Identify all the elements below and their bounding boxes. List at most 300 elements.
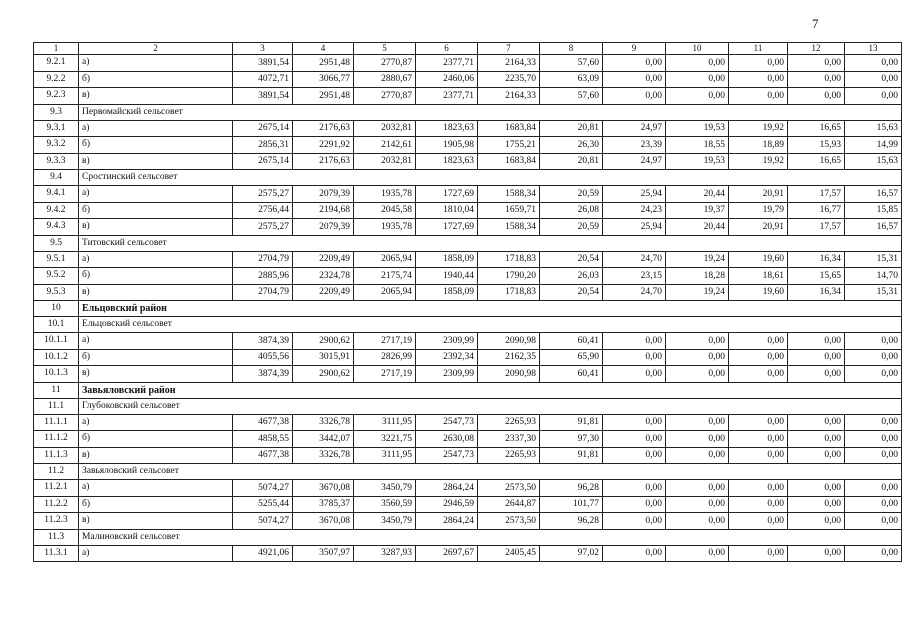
- row-label: б): [79, 431, 233, 448]
- value-cell: 16,65: [788, 153, 845, 170]
- value-cell: 20,91: [729, 219, 788, 236]
- value-cell: 91,81: [540, 414, 603, 431]
- value-cell: 0,00: [729, 88, 788, 105]
- row-label: в): [79, 284, 233, 301]
- value-cell: 2265,93: [478, 447, 540, 464]
- row-code: 9.2.2: [34, 71, 79, 88]
- value-cell: 0,00: [666, 349, 729, 366]
- value-cell: 19,53: [666, 120, 729, 137]
- value-cell: 1940,44: [416, 268, 478, 285]
- value-cell: 2575,27: [233, 219, 293, 236]
- value-cell: 0,00: [845, 88, 902, 105]
- value-cell: 0,00: [729, 333, 788, 350]
- value-cell: 0,00: [666, 513, 729, 530]
- value-cell: 0,00: [603, 333, 666, 350]
- value-cell: 18,61: [729, 268, 788, 285]
- value-cell: 16,57: [845, 186, 902, 203]
- value-cell: 2460,06: [416, 71, 478, 88]
- row-label: а): [79, 414, 233, 431]
- row-code: 9.5.3: [34, 284, 79, 301]
- value-cell: 2079,39: [293, 219, 354, 236]
- value-cell: 23,39: [603, 137, 666, 154]
- value-cell: 3670,08: [293, 480, 354, 497]
- value-cell: 0,00: [666, 480, 729, 497]
- value-cell: 23,15: [603, 268, 666, 285]
- row-label: в): [79, 513, 233, 530]
- section-title: Малиновский сельсовет: [79, 529, 902, 545]
- value-cell: 3874,39: [233, 333, 293, 350]
- value-cell: 2309,99: [416, 366, 478, 383]
- table-row: [34, 480, 902, 497]
- page-number: 7: [812, 16, 819, 31]
- row-code: 11.3.1: [34, 545, 79, 562]
- value-cell: 2900,62: [293, 366, 354, 383]
- value-cell: 2951,48: [293, 55, 354, 72]
- value-cell: 0,00: [845, 366, 902, 383]
- value-cell: 57,60: [540, 55, 603, 72]
- value-cell: 0,00: [666, 496, 729, 513]
- value-cell: 25,94: [603, 186, 666, 203]
- value-cell: 2065,94: [354, 284, 416, 301]
- row-code: 10.1.3: [34, 366, 79, 383]
- value-cell: 2946,59: [416, 496, 478, 513]
- table-row: [34, 71, 902, 88]
- value-cell: 18,28: [666, 268, 729, 285]
- value-cell: 19,92: [729, 153, 788, 170]
- row-code: 9.3.2: [34, 137, 79, 154]
- row-code: 9.3.3: [34, 153, 79, 170]
- value-cell: 2770,87: [354, 55, 416, 72]
- value-cell: 1790,20: [478, 268, 540, 285]
- value-cell: 0,00: [845, 349, 902, 366]
- value-cell: 24,70: [603, 284, 666, 301]
- row-code: 10.1.1: [34, 333, 79, 350]
- table-row: [34, 120, 902, 137]
- value-cell: 26,30: [540, 137, 603, 154]
- section-title: Глубоковский сельсовет: [79, 398, 902, 414]
- row-label: б): [79, 137, 233, 154]
- value-cell: 0,00: [788, 71, 845, 88]
- value-cell: 15,85: [845, 202, 902, 219]
- value-cell: 17,57: [788, 186, 845, 203]
- row-label: в): [79, 88, 233, 105]
- value-cell: 2392,34: [416, 349, 478, 366]
- value-cell: 2951,48: [293, 88, 354, 105]
- value-cell: 0,00: [666, 431, 729, 448]
- value-cell: 16,65: [788, 120, 845, 137]
- value-cell: 3891,54: [233, 55, 293, 72]
- value-cell: 0,00: [788, 513, 845, 530]
- value-cell: 2717,19: [354, 366, 416, 383]
- value-cell: 2324,78: [293, 268, 354, 285]
- value-cell: 19,60: [729, 284, 788, 301]
- value-cell: 0,00: [729, 414, 788, 431]
- table-body: [34, 55, 902, 562]
- value-cell: 18,89: [729, 137, 788, 154]
- row-code: 11.1.2: [34, 431, 79, 448]
- value-cell: 2717,19: [354, 333, 416, 350]
- value-cell: 2885,96: [233, 268, 293, 285]
- row-code: 9.3: [34, 104, 79, 120]
- section-row: [34, 301, 902, 317]
- value-cell: 0,00: [603, 55, 666, 72]
- value-cell: 2675,14: [233, 120, 293, 137]
- value-cell: 1905,98: [416, 137, 478, 154]
- value-cell: 20,44: [666, 219, 729, 236]
- value-cell: 2164,33: [478, 88, 540, 105]
- table-row: [34, 414, 902, 431]
- row-label: б): [79, 71, 233, 88]
- value-cell: 1718,83: [478, 284, 540, 301]
- value-cell: 2756,44: [233, 202, 293, 219]
- value-cell: 19,24: [666, 251, 729, 268]
- section-title: Ельцовский сельсовет: [79, 317, 902, 333]
- value-cell: 0,00: [603, 349, 666, 366]
- row-label: б): [79, 268, 233, 285]
- row-code: 9.4.2: [34, 202, 79, 219]
- section-title: Ельцовский район: [79, 301, 902, 317]
- value-cell: 2900,62: [293, 333, 354, 350]
- value-cell: 2209,49: [293, 251, 354, 268]
- row-label: б): [79, 349, 233, 366]
- value-cell: 3015,91: [293, 349, 354, 366]
- column-header: 5: [354, 43, 416, 55]
- column-header: 8: [540, 43, 603, 55]
- value-cell: 20,59: [540, 186, 603, 203]
- value-cell: 3560,59: [354, 496, 416, 513]
- value-cell: 1727,69: [416, 219, 478, 236]
- column-header: 10: [666, 43, 729, 55]
- value-cell: 0,00: [603, 513, 666, 530]
- value-cell: 96,28: [540, 513, 603, 530]
- value-cell: 2209,49: [293, 284, 354, 301]
- value-cell: 0,00: [603, 71, 666, 88]
- value-cell: 2697,67: [416, 545, 478, 562]
- value-cell: 26,08: [540, 202, 603, 219]
- column-header: 2: [79, 43, 233, 55]
- value-cell: 15,63: [845, 153, 902, 170]
- row-label: а): [79, 120, 233, 137]
- section-row: [34, 104, 902, 120]
- value-cell: 19,24: [666, 284, 729, 301]
- value-cell: 0,00: [788, 366, 845, 383]
- value-cell: 20,59: [540, 219, 603, 236]
- column-header: 12: [788, 43, 845, 55]
- row-label: б): [79, 202, 233, 219]
- value-cell: 2644,87: [478, 496, 540, 513]
- value-cell: 2826,99: [354, 349, 416, 366]
- value-cell: 97,02: [540, 545, 603, 562]
- value-cell: 0,00: [845, 414, 902, 431]
- value-cell: 0,00: [729, 545, 788, 562]
- value-cell: 0,00: [845, 480, 902, 497]
- value-cell: 26,03: [540, 268, 603, 285]
- value-cell: 0,00: [845, 513, 902, 530]
- value-cell: 20,54: [540, 284, 603, 301]
- value-cell: 2377,71: [416, 88, 478, 105]
- value-cell: 2880,67: [354, 71, 416, 88]
- value-cell: 60,41: [540, 366, 603, 383]
- value-cell: 2704,79: [233, 284, 293, 301]
- row-label: б): [79, 496, 233, 513]
- table-row: [34, 349, 902, 366]
- value-cell: 16,57: [845, 219, 902, 236]
- row-code: 9.4.1: [34, 186, 79, 203]
- row-code: 11.2.3: [34, 513, 79, 530]
- value-cell: 60,41: [540, 333, 603, 350]
- row-code: 11.2.1: [34, 480, 79, 497]
- value-cell: 1683,84: [478, 120, 540, 137]
- value-cell: 0,00: [603, 480, 666, 497]
- value-cell: 20,54: [540, 251, 603, 268]
- value-cell: 4677,38: [233, 414, 293, 431]
- value-cell: 3221,75: [354, 431, 416, 448]
- value-cell: 2235,70: [478, 71, 540, 88]
- section-title: Завьяловский сельсовет: [79, 464, 902, 480]
- value-cell: 0,00: [788, 447, 845, 464]
- value-cell: 57,60: [540, 88, 603, 105]
- value-cell: 3111,95: [354, 447, 416, 464]
- value-cell: 0,00: [788, 333, 845, 350]
- value-cell: 91,81: [540, 447, 603, 464]
- column-header: 11: [729, 43, 788, 55]
- value-cell: 20,44: [666, 186, 729, 203]
- value-cell: 65,90: [540, 349, 603, 366]
- value-cell: 0,00: [788, 414, 845, 431]
- value-cell: 1823,63: [416, 153, 478, 170]
- value-cell: 4921,06: [233, 545, 293, 562]
- value-cell: 3326,78: [293, 414, 354, 431]
- value-cell: 1683,84: [478, 153, 540, 170]
- row-label: а): [79, 545, 233, 562]
- value-cell: 97,30: [540, 431, 603, 448]
- value-cell: 19,60: [729, 251, 788, 268]
- section-row: [34, 398, 902, 414]
- value-cell: 1935,78: [354, 186, 416, 203]
- value-cell: 0,00: [788, 55, 845, 72]
- value-cell: 0,00: [788, 88, 845, 105]
- value-cell: 2573,50: [478, 513, 540, 530]
- value-cell: 15,31: [845, 284, 902, 301]
- value-cell: 2176,63: [293, 153, 354, 170]
- value-cell: 2377,71: [416, 55, 478, 72]
- value-cell: 3450,79: [354, 513, 416, 530]
- value-cell: 5074,27: [233, 480, 293, 497]
- value-cell: 2337,30: [478, 431, 540, 448]
- section-title: Первомайский сельсовет: [79, 104, 902, 120]
- value-cell: 0,00: [729, 55, 788, 72]
- value-cell: 2032,81: [354, 153, 416, 170]
- row-code: 11: [34, 382, 79, 398]
- value-cell: 17,57: [788, 219, 845, 236]
- value-cell: 96,28: [540, 480, 603, 497]
- row-code: 9.2.3: [34, 88, 79, 105]
- row-code: 9.2.1: [34, 55, 79, 72]
- value-cell: 3442,07: [293, 431, 354, 448]
- value-cell: 19,92: [729, 120, 788, 137]
- column-header: 3: [233, 43, 293, 55]
- row-code: 11.1.3: [34, 447, 79, 464]
- section-row: [34, 464, 902, 480]
- section-title: Завьяловский район: [79, 382, 902, 398]
- value-cell: 0,00: [603, 88, 666, 105]
- row-code: 11.1.1: [34, 414, 79, 431]
- value-cell: 2291,92: [293, 137, 354, 154]
- section-row: [34, 170, 902, 186]
- table-row: [34, 545, 902, 562]
- value-cell: 15,93: [788, 137, 845, 154]
- value-cell: 3670,08: [293, 513, 354, 530]
- table-row: [34, 219, 902, 236]
- column-header: 1: [34, 43, 79, 55]
- value-cell: 2265,93: [478, 414, 540, 431]
- value-cell: 2142,61: [354, 137, 416, 154]
- value-cell: 2770,87: [354, 88, 416, 105]
- table-row: [34, 186, 902, 203]
- value-cell: 0,00: [845, 496, 902, 513]
- row-label: а): [79, 186, 233, 203]
- value-cell: 0,00: [666, 71, 729, 88]
- value-cell: 1858,09: [416, 251, 478, 268]
- tariff-table: [33, 42, 902, 562]
- row-label: а): [79, 55, 233, 72]
- value-cell: 2630,08: [416, 431, 478, 448]
- section-row: [34, 317, 902, 333]
- value-cell: 2864,24: [416, 480, 478, 497]
- value-cell: 16,77: [788, 202, 845, 219]
- value-cell: 16,34: [788, 284, 845, 301]
- value-cell: 0,00: [729, 496, 788, 513]
- row-label: в): [79, 366, 233, 383]
- row-code: 9.5.1: [34, 251, 79, 268]
- value-cell: 0,00: [788, 545, 845, 562]
- value-cell: 2079,39: [293, 186, 354, 203]
- section-title: Сростинский сельсовет: [79, 170, 902, 186]
- table-row: [34, 447, 902, 464]
- value-cell: 0,00: [729, 513, 788, 530]
- value-cell: 2573,50: [478, 480, 540, 497]
- value-cell: 4858,55: [233, 431, 293, 448]
- table-row: [34, 431, 902, 448]
- row-code: 9.5: [34, 235, 79, 251]
- row-code: 10: [34, 301, 79, 317]
- value-cell: 19,79: [729, 202, 788, 219]
- table-row: [34, 251, 902, 268]
- value-cell: 0,00: [603, 447, 666, 464]
- value-cell: 3891,54: [233, 88, 293, 105]
- value-cell: 2547,73: [416, 447, 478, 464]
- value-cell: 20,81: [540, 153, 603, 170]
- value-cell: 5255,44: [233, 496, 293, 513]
- table-row: [34, 88, 902, 105]
- column-header: 6: [416, 43, 478, 55]
- value-cell: 2194,68: [293, 202, 354, 219]
- table-row: [34, 496, 902, 513]
- value-cell: 0,00: [666, 447, 729, 464]
- value-cell: 2065,94: [354, 251, 416, 268]
- row-label: в): [79, 219, 233, 236]
- row-code: 9.3.1: [34, 120, 79, 137]
- value-cell: 1810,04: [416, 202, 478, 219]
- value-cell: 2045,58: [354, 202, 416, 219]
- value-cell: 3066,77: [293, 71, 354, 88]
- section-row: [34, 235, 902, 251]
- row-label: а): [79, 251, 233, 268]
- value-cell: 2675,14: [233, 153, 293, 170]
- value-cell: 19,37: [666, 202, 729, 219]
- value-cell: 15,31: [845, 251, 902, 268]
- value-cell: 3507,97: [293, 545, 354, 562]
- value-cell: 63,09: [540, 71, 603, 88]
- section-title: Титовский сельсовет: [79, 235, 902, 251]
- row-code: 10.1: [34, 317, 79, 333]
- row-label: а): [79, 480, 233, 497]
- table-row: [34, 202, 902, 219]
- value-cell: 3287,93: [354, 545, 416, 562]
- value-cell: 14,70: [845, 268, 902, 285]
- value-cell: 2032,81: [354, 120, 416, 137]
- value-cell: 0,00: [729, 366, 788, 383]
- value-cell: 0,00: [845, 333, 902, 350]
- value-cell: 1858,09: [416, 284, 478, 301]
- row-label: в): [79, 153, 233, 170]
- value-cell: 2856,31: [233, 137, 293, 154]
- value-cell: 1755,21: [478, 137, 540, 154]
- row-code: 10.1.2: [34, 349, 79, 366]
- table-row: [34, 153, 902, 170]
- value-cell: 3785,37: [293, 496, 354, 513]
- column-header: 13: [845, 43, 902, 55]
- value-cell: 0,00: [603, 366, 666, 383]
- table-row: [34, 55, 902, 72]
- value-cell: 1659,71: [478, 202, 540, 219]
- value-cell: 0,00: [603, 431, 666, 448]
- value-cell: 24,70: [603, 251, 666, 268]
- column-header: 9: [603, 43, 666, 55]
- value-cell: 0,00: [603, 545, 666, 562]
- value-cell: 0,00: [729, 71, 788, 88]
- value-cell: 20,81: [540, 120, 603, 137]
- value-cell: 0,00: [666, 366, 729, 383]
- row-code: 9.4: [34, 170, 79, 186]
- row-code: 11.1: [34, 398, 79, 414]
- section-row: [34, 382, 902, 398]
- header-row: [34, 43, 902, 55]
- value-cell: 20,91: [729, 186, 788, 203]
- value-cell: 15,65: [788, 268, 845, 285]
- value-cell: 2405,45: [478, 545, 540, 562]
- value-cell: 0,00: [788, 496, 845, 513]
- value-cell: 2175,74: [354, 268, 416, 285]
- value-cell: 4072,71: [233, 71, 293, 88]
- value-cell: 0,00: [845, 545, 902, 562]
- value-cell: 2864,24: [416, 513, 478, 530]
- table-row: [34, 366, 902, 383]
- value-cell: 101,77: [540, 496, 603, 513]
- row-code: 9.4.3: [34, 219, 79, 236]
- value-cell: 5074,27: [233, 513, 293, 530]
- value-cell: 0,00: [666, 545, 729, 562]
- value-cell: 2547,73: [416, 414, 478, 431]
- value-cell: 0,00: [666, 333, 729, 350]
- value-cell: 24,97: [603, 120, 666, 137]
- value-cell: 0,00: [603, 496, 666, 513]
- value-cell: 1718,83: [478, 251, 540, 268]
- value-cell: 3111,95: [354, 414, 416, 431]
- value-cell: 4677,38: [233, 447, 293, 464]
- value-cell: 0,00: [788, 431, 845, 448]
- table-row: [34, 268, 902, 285]
